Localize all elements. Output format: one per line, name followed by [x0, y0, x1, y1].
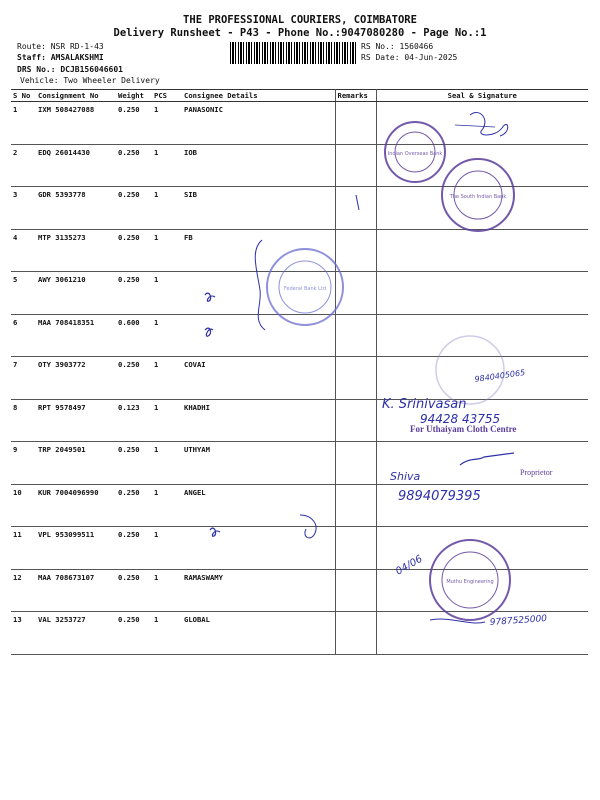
cell-remarks — [335, 442, 376, 485]
rs-number: RS No.: 1560466 — [361, 42, 434, 51]
signature-row10: Shiva — [390, 470, 421, 483]
cell-weight: 0.600 — [116, 314, 152, 357]
col-consignee: Consignee Details — [182, 90, 335, 102]
cell-sno: 7 — [11, 357, 36, 400]
cell-consignment: RPT 9578497 — [36, 399, 116, 442]
cell-weight: 0.250 — [116, 442, 152, 485]
cell-consignee: FB — [182, 229, 335, 272]
cell-consignee — [182, 527, 335, 570]
cell-consignee — [182, 272, 335, 315]
cell-seal — [376, 102, 588, 145]
cell-remarks — [335, 229, 376, 272]
rs-date: RS Date: 04-Jun-2025 — [361, 53, 458, 62]
svg-text:Indian Overseas Bank: Indian Overseas Bank — [387, 151, 443, 157]
cell-seal — [376, 399, 588, 442]
col-consignment: Consignment No — [36, 90, 116, 102]
cell-sno: 3 — [11, 187, 36, 230]
cell-weight: 0.250 — [116, 527, 152, 570]
cell-remarks — [335, 612, 376, 655]
cell-pcs: 1 — [152, 569, 182, 612]
cell-pcs: 1 — [152, 229, 182, 272]
cell-seal — [376, 612, 588, 655]
route-label: Route: NSR RD-1-43 — [17, 42, 104, 51]
cell-weight: 0.250 — [116, 102, 152, 145]
cell-sno: 8 — [11, 399, 36, 442]
proprietor-label: Proprietor — [520, 468, 553, 477]
cell-sno: 12 — [11, 569, 36, 612]
phone-row7: 9840405065 — [474, 367, 526, 384]
cell-pcs: 1 — [152, 399, 182, 442]
table-row — [11, 144, 588, 187]
cell-remarks — [335, 569, 376, 612]
cell-consignee: IOB — [182, 144, 335, 187]
stamp-uthaiyam: For Uthaiyam Cloth Centre — [410, 424, 517, 434]
cell-seal — [376, 442, 588, 485]
cell-consignment: TRP 2049501 — [36, 442, 116, 485]
cell-weight: 0.250 — [116, 569, 152, 612]
table-row — [11, 569, 588, 612]
cell-sno: 13 — [11, 612, 36, 655]
cell-consignee — [182, 314, 335, 357]
cell-consignment: GDR 5393778 — [36, 187, 116, 230]
cell-seal — [376, 527, 588, 570]
cell-consignee: COVAI — [182, 357, 335, 400]
cell-seal — [376, 357, 588, 400]
cell-consignee: RAMASWAMY — [182, 569, 335, 612]
svg-text:The South Indian Bank: The South Indian Bank — [449, 194, 507, 200]
cell-consignee: PANASONIC — [182, 102, 335, 145]
cell-consignment: OTY 3903772 — [36, 357, 116, 400]
cell-pcs: 1 — [152, 187, 182, 230]
cell-seal — [376, 314, 588, 357]
cell-weight: 0.250 — [116, 272, 152, 315]
cell-pcs: 1 — [152, 484, 182, 527]
cell-remarks — [335, 187, 376, 230]
svg-text:Federal Bank Ltd: Federal Bank Ltd — [283, 286, 327, 292]
col-remarks: Remarks — [335, 90, 376, 102]
cell-consignment: MAA 708673107 — [36, 569, 116, 612]
cell-pcs: 1 — [152, 612, 182, 655]
vehicle-label: Vehicle: Two Wheeler Delivery — [20, 76, 160, 85]
date-row12: 04/06 — [394, 553, 425, 578]
cell-consignment: VPL 953099511 — [36, 527, 116, 570]
cell-remarks — [335, 484, 376, 527]
runsheet-table — [11, 89, 588, 655]
cell-consignment: VAL 3253727 — [36, 612, 116, 655]
svg-text:Muthu Engineering: Muthu Engineering — [446, 579, 494, 585]
signature-row8: K. Srinivasan — [382, 397, 467, 412]
cell-weight: 0.250 — [116, 357, 152, 400]
cell-weight: 0.123 — [116, 399, 152, 442]
cell-seal — [376, 569, 588, 612]
company-title: THE PROFESSIONAL COURIERS, COIMBATORE — [183, 14, 417, 26]
cell-seal — [376, 229, 588, 272]
cell-consignee: SIB — [182, 187, 335, 230]
cell-consignment: KUR 7004096990 — [36, 484, 116, 527]
table-row — [11, 612, 588, 655]
cell-sno: 4 — [11, 229, 36, 272]
cell-remarks — [335, 399, 376, 442]
table-row — [11, 527, 588, 570]
cell-seal — [376, 187, 588, 230]
cell-consignee: KHADHI — [182, 399, 335, 442]
cell-pcs: 1 — [152, 442, 182, 485]
cell-consignee: UTHYAM — [182, 442, 335, 485]
cell-consignee: ANGEL — [182, 484, 335, 527]
table-row — [11, 314, 588, 357]
cell-consignment: IXM 508427088 — [36, 102, 116, 145]
cell-sno: 1 — [11, 102, 36, 145]
cell-sno: 10 — [11, 484, 36, 527]
cell-weight: 0.250 — [116, 229, 152, 272]
cell-sno: 9 — [11, 442, 36, 485]
barcode-image — [230, 42, 356, 64]
phone-row10: 9894079395 — [398, 489, 481, 504]
cell-sno: 2 — [11, 144, 36, 187]
cell-weight: 0.250 — [116, 612, 152, 655]
table-row — [11, 102, 588, 145]
drs-label: DRS No.: DCJB156046601 — [17, 65, 123, 74]
cell-weight: 0.250 — [116, 484, 152, 527]
col-sno: S No — [11, 90, 36, 102]
table-row — [11, 357, 588, 400]
cell-pcs: 1 — [152, 102, 182, 145]
cell-consignment: EDQ 26014430 — [36, 144, 116, 187]
cell-consignment: AWY 3061210 — [36, 272, 116, 315]
cell-seal — [376, 272, 588, 315]
col-seal-signature: Seal & Signature — [376, 90, 588, 102]
table-row — [11, 484, 588, 527]
runsheet-title: Delivery Runsheet - P43 - Phone No.:9047080280 - Page No.:1 — [113, 27, 487, 39]
staff-label: Staff: AMSALAKSHMI — [17, 53, 104, 62]
cell-pcs: 1 — [152, 527, 182, 570]
cell-sno: 6 — [11, 314, 36, 357]
table-row — [11, 272, 588, 315]
cell-pcs: 1 — [152, 357, 182, 400]
col-weight: Weight — [116, 90, 152, 102]
cell-remarks — [335, 527, 376, 570]
cell-consignment: MAA 708418351 — [36, 314, 116, 357]
table-row — [11, 442, 588, 485]
phone-row13: 9787525000 — [489, 614, 548, 628]
cell-weight: 0.250 — [116, 187, 152, 230]
cell-sno: 5 — [11, 272, 36, 315]
cell-remarks — [335, 357, 376, 400]
cell-pcs: 1 — [152, 144, 182, 187]
cell-remarks — [335, 314, 376, 357]
col-pcs: PCS — [152, 90, 182, 102]
cell-remarks — [335, 144, 376, 187]
phone-row8: 94428 43755 — [420, 412, 501, 426]
table-row — [11, 399, 588, 442]
cell-seal — [376, 144, 588, 187]
cell-pcs: 1 — [152, 314, 182, 357]
cell-weight: 0.250 — [116, 144, 152, 187]
cell-remarks — [335, 102, 376, 145]
cell-consignee: GLOBAL — [182, 612, 335, 655]
cell-consignment: MTP 3135273 — [36, 229, 116, 272]
table-row — [11, 229, 588, 272]
table-header-row — [11, 90, 588, 102]
cell-remarks — [335, 272, 376, 315]
cell-seal — [376, 484, 588, 527]
cell-sno: 11 — [11, 527, 36, 570]
cell-pcs: 1 — [152, 272, 182, 315]
table-row — [11, 187, 588, 230]
